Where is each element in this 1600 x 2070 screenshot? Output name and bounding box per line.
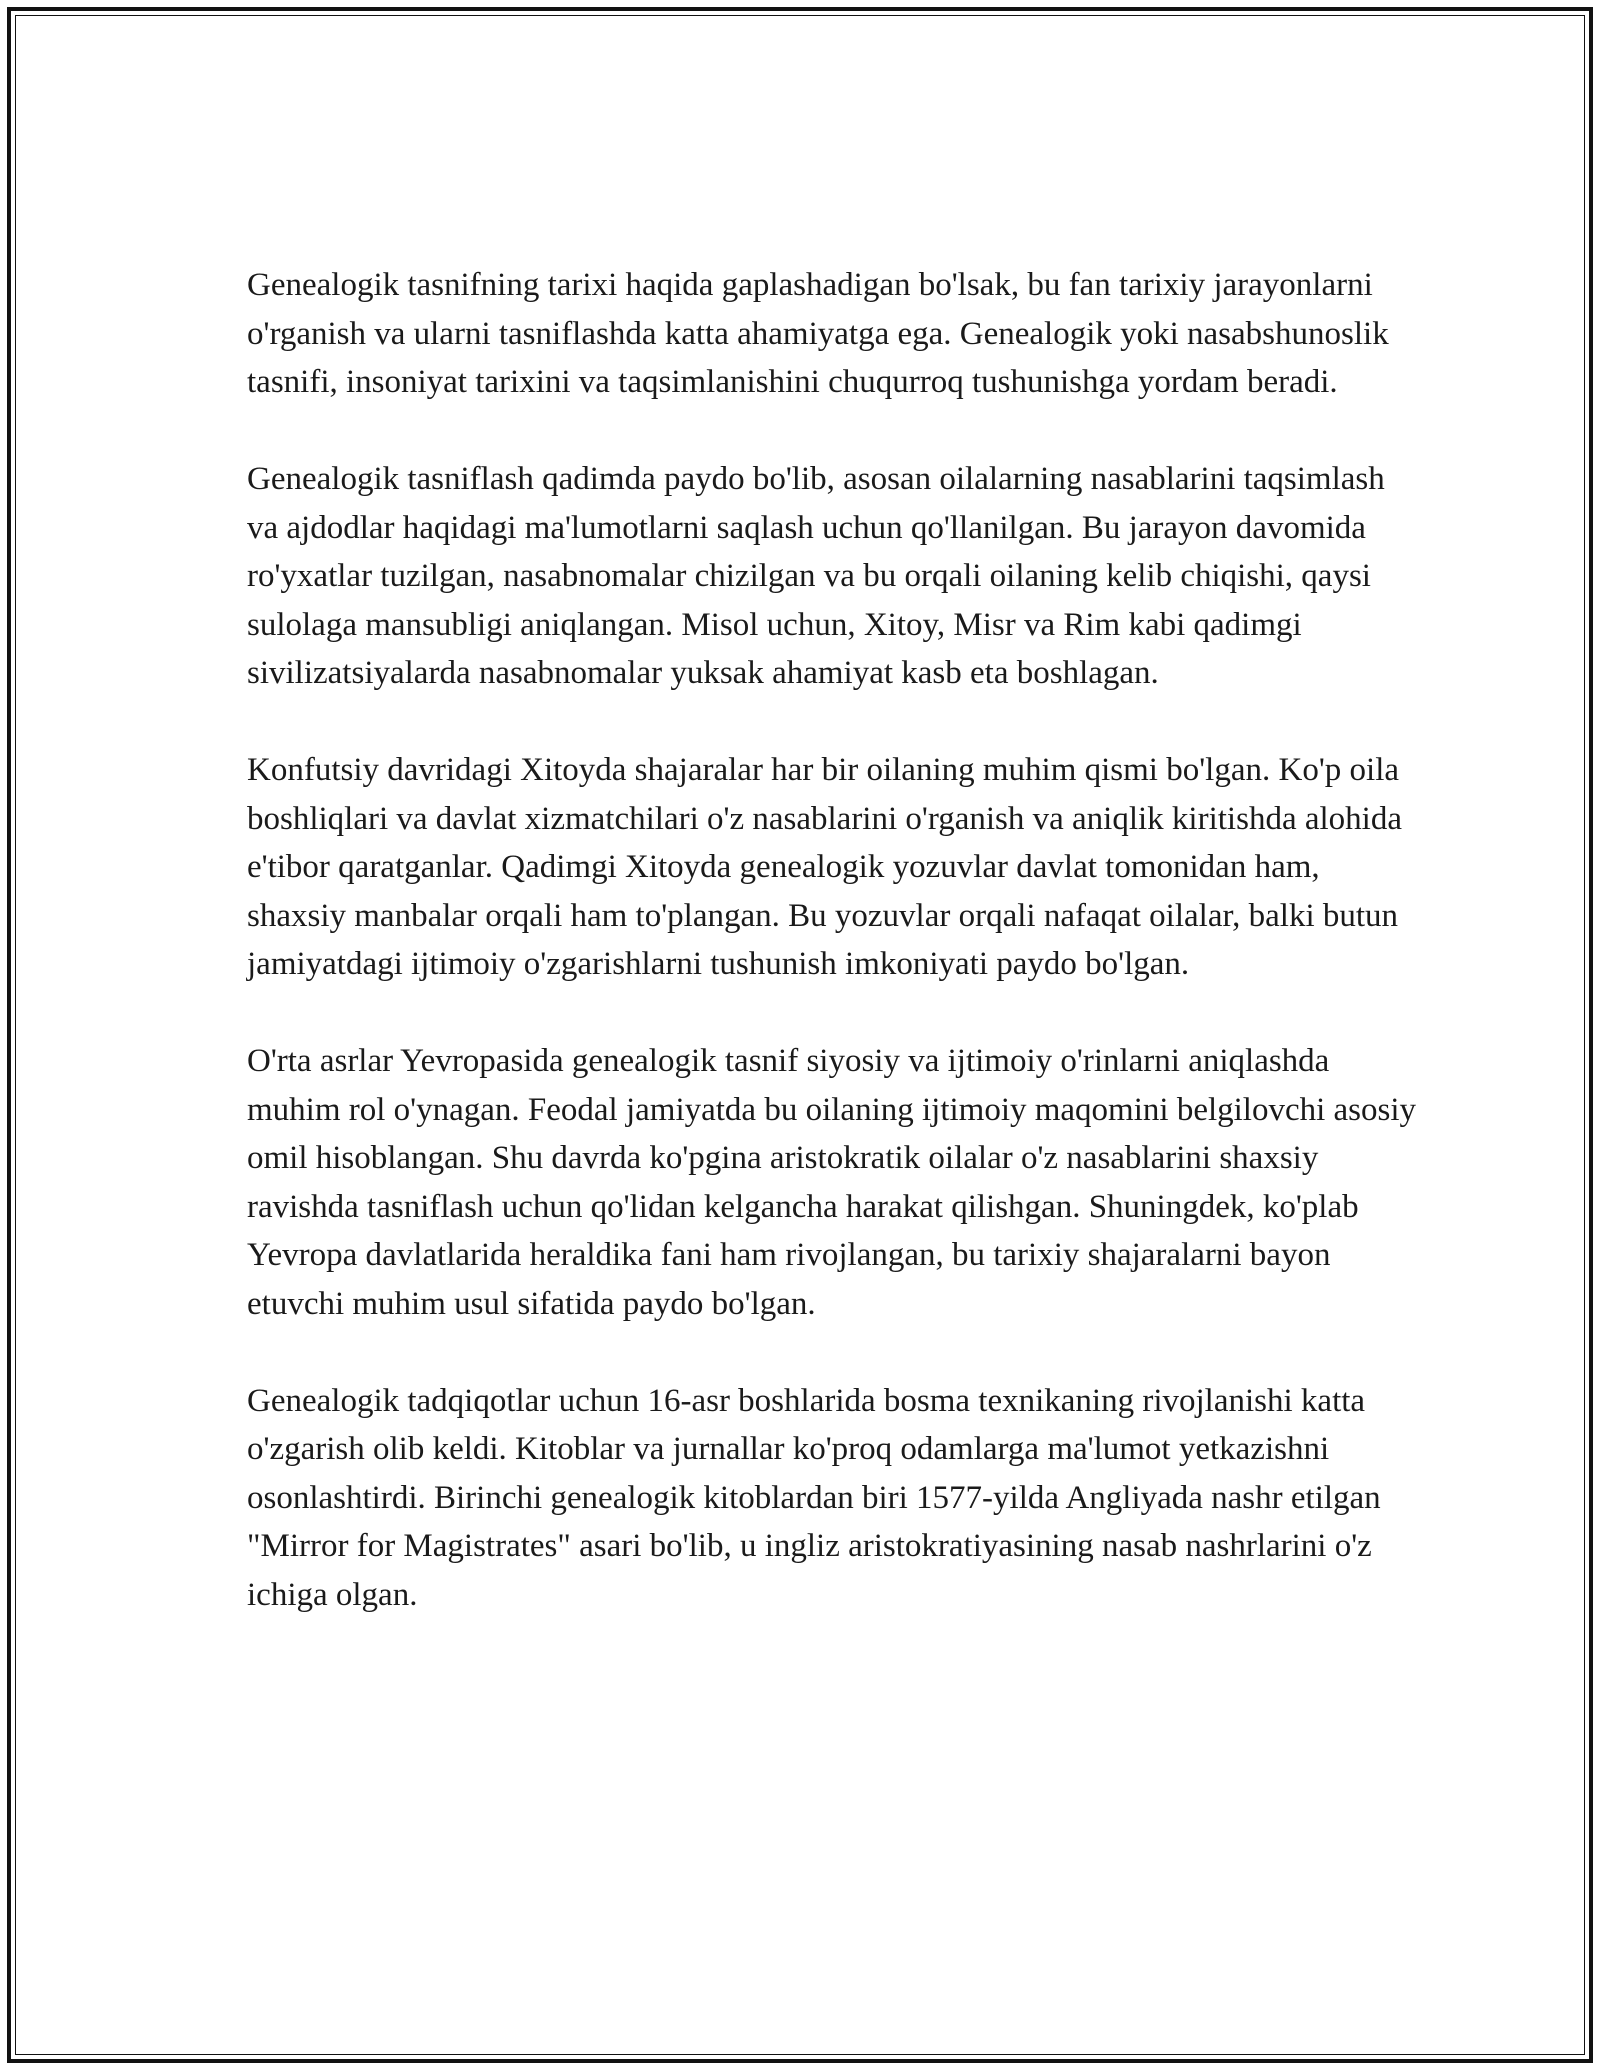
paragraph: Konfutsiy davridagi Xitoyda shajaralar har bir oilaning muhim qismi bo'lgan. Ko'p oila boshliqlari va davlat xizmatchilari o'z nasablarini o'rganish va aniqlik kiritishda alohida e'tibor qaratganlar. Qadimgi Xitoyda genealogik yozuvlar davlat tomonidan ham, shaxsiy manbalar orqali ham to'plangan. Bu yozuvlar orqali nafaqat oilalar, balki butun jamiyatdagi ijtimoiy o'zgarishlarni tushunish imkoniyati paydo bo'lgan. — [247, 752, 1402, 982]
document-body — [247, 261, 1417, 1619]
page-border — [7, 7, 1593, 2063]
paragraph: Genealogik tadqiqotlar uchun 16-asr boshlarida bosma texnikaning rivojlanishi katta o'zgarish olib keldi. Kitoblar va jurnallar ko'proq odamlarga ma'lumot yetkazishni osonlashtirdi. Birinchi genealogik kitoblardan biri 1577-yilda Angliyada nashr etilgan "Mirror for Magistrates" asari bo'lib, u ingliz aristokratiyasining nasab nashrlarini o'z ichiga olgan. — [247, 1382, 1381, 1613]
paragraph: Genealogik tasnifning tarixi haqida gaplashadigan bo'lsak, bu fan tarixiy jarayonlarni o'rganish va ularni tasniflashda katta ahamiyatga ega. Genealogik yoki nasabshunoslik tasnifi, insoniyat tarixini va taqsimlanishini chuqurroq tushunishga yordam beradi. — [247, 267, 1389, 400]
paragraph: O'rta asrlar Yevropasida genealogik tasnif siyosiy va ijtimoiy o'rinlarni aniqlashda muhim rol o'ynagan. Feodal jamiyatda bu oilaning ijtimoiy maqomini belgilovchi asosiy omil hisoblangan. Shu davrda ko'pgina aristokratik oilalar o'z nasablarini shaxsiy ravishda tasniflash uchun qo'lidan kelgancha harakat qilishgan. Shuningdek, ko'plab Yevropa davlatlarida heraldika fani ham rivojlangan, bu tarixiy shajaralarni bayon etuvchi muhim usul sifatida paydo bo'lgan. — [247, 1043, 1417, 1322]
paragraph: Genealogik tasniflash qadimda paydo bo'lib, asosan oilalarning nasablarini taqsimlash va ajdodlar haqidagi ma'lumotlarni saqlash uchun qo'llanilgan. Bu jarayon davomida ro'yxatlar tuzilgan, nasabnomalar chizilgan va bu orqali oilaning kelib chiqishi, qaysi sulolaga mansubligi aniqlangan. Misol uchun, Xitoy, Misr va Rim kabi qadimgi sivilizatsiyalarda nasabnomalar yuksak ahamiyat kasb eta boshlagan. — [247, 461, 1385, 691]
